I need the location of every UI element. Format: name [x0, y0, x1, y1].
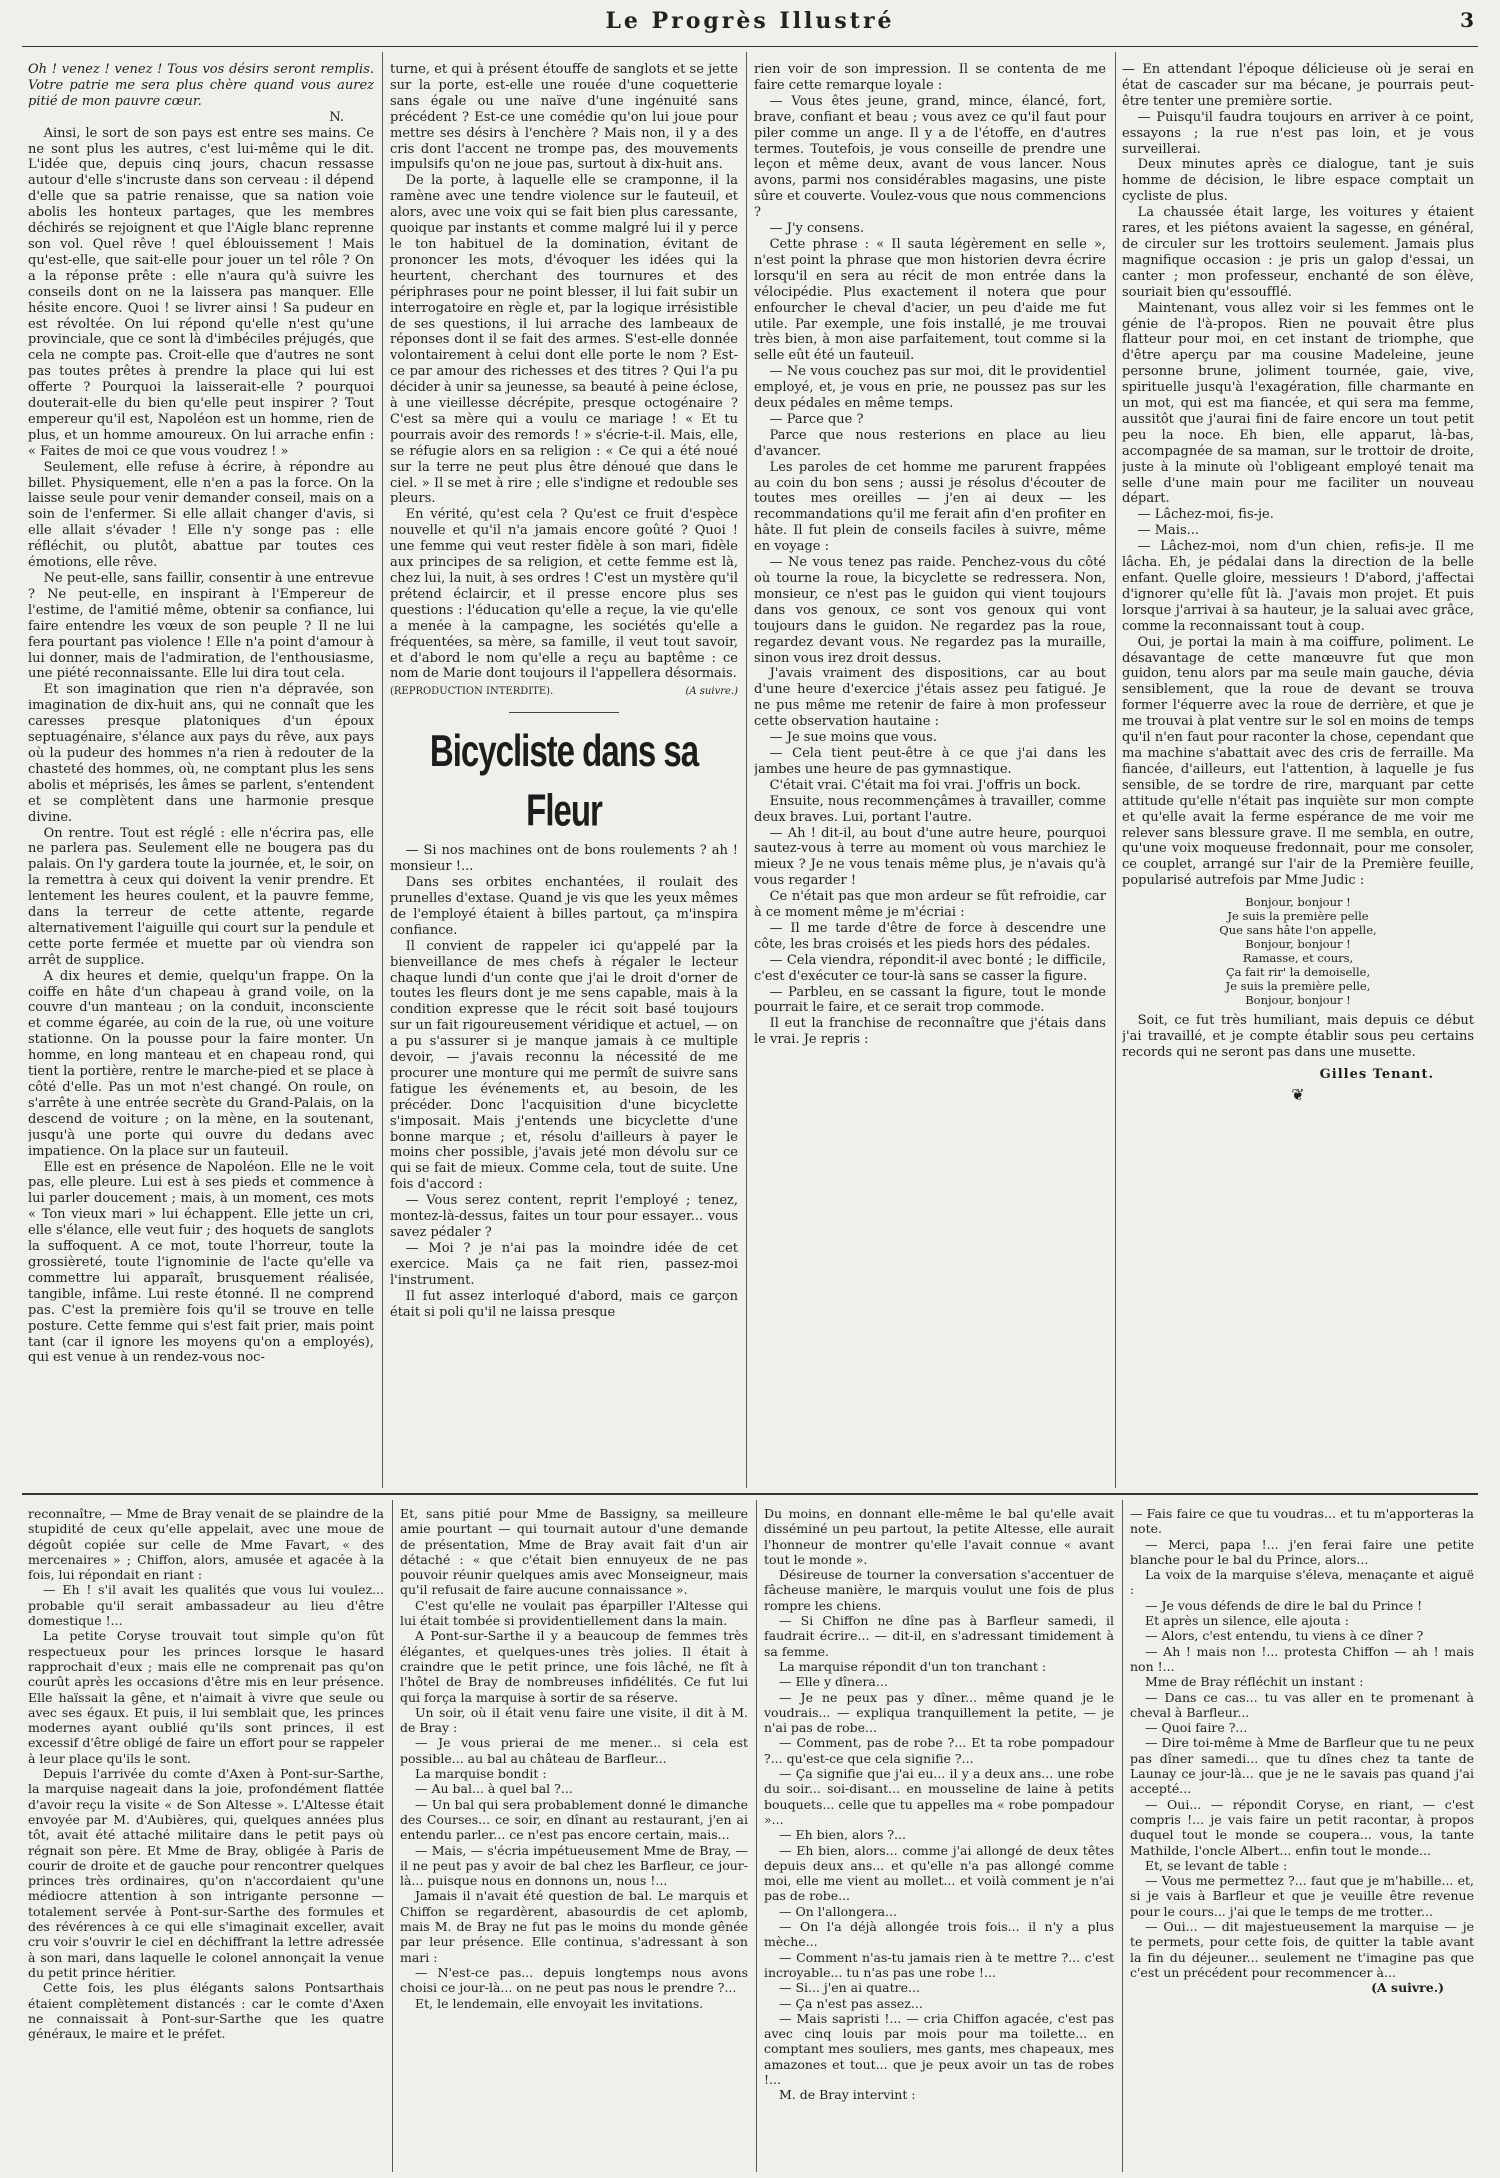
column-divider	[392, 1500, 393, 2172]
song-verse	[1122, 895, 1474, 1007]
verse-line: Que sans hâte l'on appelle,	[1219, 923, 1377, 938]
paragraph: Parce que nous resterions en place au lieu d'avancer.	[754, 427, 1106, 459]
verse-line: Ça fait rir' la demoiselle,	[1225, 965, 1371, 980]
paragraph: — Elle y dînera...	[779, 1674, 888, 1690]
paragraph: A Pont-sur-Sarthe il y a beaucoup de femmes très élégantes, et quelques-unes très jolies. Il était à craindre que le petit prince, une fois lâché, ne fît à l'hôtel de Bray de nombreuses infidélités. Ce fut lui qui força la marquise à sortir de sa réserve.	[400, 1628, 748, 1705]
letter-quote: Oh ! venez ! venez ! Tous vos désirs seront remplis. Votre patrie me sera plus chère quand vous aurez pitié de mon pauvre cœur.	[28, 62, 374, 109]
paragraph: — Ah ! mais non !... protesta Chiffon — ah ! mais non !...	[1130, 1643, 1474, 1674]
paragraph: Dans ses orbites enchantées, il roulait des prunelles d'extase. Quand je vis que les yeux mêmes de l'employé étaient à billes partout, ça m'inspira confiance.	[390, 875, 738, 938]
paragraph: turne, et qui à présent étouffe de sanglots et se jette sur la porte, est-elle une rouée d'une coquetterie sans égale ou une naïve d'une ingénuité sans précédent ? Est-ce une comédie qu'on lui joue pour mettre ses désirs à l'enchère ? Mais non, il y a des cris dont l'accent ne trompe pas, des mouvements impulsifs qu'on ne joue pas, surtout à dix-huit ans.	[390, 62, 738, 173]
paragraph: Depuis l'arrivée du comte d'Axen à Pont-sur-Sarthe, la marquise nageait dans la joie, profondément flattée d'avoir reçu la visite « de Son Altesse ». L'Altesse était envoyée par M. d'Aubières, qui, quelques années plus tôt, avait été attaché militaire dans le petit pays où régnait son père. Et Mme de Bray, obligée à Paris de courir de droite et de gauche pour rencontrer quelques princes très ordinaires, qu'on n'accordaient qu'une médiocre attention à son intrigante personne — totalement servée à Pont-sur-Sarthe des formules et des révérences à ce qui elle s'imaginait exceller, avait cru voir s'ouvrir le ciel en déchiffrant la lettre adressée à son mari, dans laquelle le colonel annonçait la venue du petit prince héritier.	[28, 1766, 384, 1980]
paragraph: De la porte, à laquelle elle se cramponne, il la ramène avec une tendre violence sur le fauteuil, et alors, avec une voix qui se fait bien plus caressante, quoique par instants et comme malgré lui il y perce le ton habituel de la domination, évitant de prononcer les mots, d'évoquer les idées qui la heurtent, cherchant des tournures et des périphrases pour ne point blesser, il lui fait subir un interrogatoire en règle et, par la logique irrésistible de ses questions, il lui arrache des lambeaux de réponses dont il se fait des armes. S'est-elle donnée volontairement à celui dont elle porte le nom ? Est-ce par amour des richesses et des titres ? Qui l'a pu décider à unir sa jeunesse, sa beauté à peine éclose, à une vieillesse décrépite, presque octogénaire ? C'est sa mère qui a voulu ce mariage ! « Et tu pourrais avoir des remords ! » s'écrie-t-il. Mais, elle, se réfugie alors en sa religion : « Ce qui a été noué sur la terre ne peut plus être dénoué que dans le ciel. » Il se met à rire ; elle s'indigne et redouble ses pleurs.	[390, 173, 738, 507]
paragraph: Ne peut-elle, sans faillir, consentir à une entrevue ? Ne peut-elle, en inspirant à l'Empereur de l'estime, de l'amitié même, obtenir sa confiance, lui faire entendre les vœux de son peuple ? Il ne lui fera pourtant pas violence ! Elle n'a point d'amour à lui donner, mais de l'admiration, de l'enthousiasme, une piété reconnaissante. Elle lui dira tout cela.	[28, 571, 374, 682]
paragraph: Un soir, où il était venu faire une visite, il dit à M. de Bray :	[400, 1704, 748, 1736]
paragraph: — Vous me permettez ?... faut que je m'habille... et, si je vais à Barfleur et que je veuille être revenue pour le cours... j'ai que le temps de me trotter...	[1130, 1873, 1474, 1919]
paragraph: Maintenant, vous allez voir si les femmes ont le génie de l'à-propos. Rien ne pouvait être plus flatteur pour moi, en cet instant de triomphe, que d'être aperçu par ma cousine Madeleine, jeune personne brune, joliment tournée, gaie, vive, spirituelle jusqu'à l'exagération, fille charmante en un mot, qui est ma fiancée, et qui sera ma femme, aussitôt que j'aurai fini de faire encore un tout petit peu la noce. Eh bien, elle apparut, là-bas, accompagnée de sa maman, sur le trottoir de droite, juste à la minute où l'obligeant employé tenait ma selle d'une main pour me faciliter un nouveau départ.	[1122, 300, 1474, 507]
paragraph: — Moi ? je n'ai pas la moindre idée de cet exercice. Mais ça ne fait rien, passez-moi l'instrument.	[390, 1240, 738, 1288]
header-rule	[22, 46, 1478, 47]
paragraph: Il convient de rappeler ici qu'appelé par la bienveillance de mes chefs à régaler le lecteur chaque lundi d'un conte que j'ai le droit d'orner de toutes les fleurs dont je me sens capable, mais à la condition expresse que le récit soit basé toujours sur un fait rigoureusement véridique et actuel, — on a pu s'assurer si je manque jamais à ce multiple devoir, — j'avais reconnu la nécessité de me procurer une monture qui me permît de suivre sans fatigue les événements et, au besoin, de les précéder. Donc l'acquisition d'une bicyclette s'imposait. Mais j'entends une bicyclette d'une bonne marque ; et, résolu d'ailleurs à payer le moins cher possible, j'avais jeté mon dévolu sur ce qui se fait de mieux. Comme cela, tout de suite. Une fois d'accord :	[390, 938, 738, 1193]
paragraph: — Dire toi-même à Mme de Barfleur que tu ne peux pas dîner samedi... que tu dînes chez ta tante de Launay ce jour-là... que je ne le savais pas quand j'ai accepté...	[1130, 1735, 1474, 1797]
column-divider	[382, 52, 383, 1488]
paragraph: — Ah ! dit-il, au bout d'une autre heure, pourquoi sautez-vous à terre au moment où vous marchiez le mieux ? Je ne vous tenais même plus, je n'avais qu'à vous regarder !	[754, 825, 1106, 889]
paragraph: Ensuite, nous recommençâmes à travailler, comme deux braves. Lui, portant l'autre.	[754, 793, 1106, 825]
column-divider	[1122, 1500, 1123, 2172]
column-divider	[746, 52, 747, 1488]
paragraph: — Dans ce cas... tu vas aller en te promenant à cheval à Barfleur...	[1130, 1689, 1474, 1720]
paragraph: — Parce que ?	[769, 411, 864, 427]
paragraph: Ce n'était pas que mon ardeur se fût refroidie, car à ce moment même je m'écriai :	[754, 889, 1106, 921]
paragraph: — J'y consens.	[769, 221, 865, 237]
serial-footer	[390, 684, 738, 700]
paragraph: reconnaître, — Mme de Bray venait de se plaindre de la stupidité de ceux qu'elle appelait, avec une moue de dégoût copiée sur celle de Mme Favart, « des mercenaires » ; Chiffon, alors, amusée et agacée à la fois, lui répondait en riant :	[28, 1506, 384, 1583]
paragraph: Elle est en présence de Napoléon. Elle ne le voit pas, elle pleure. Lui est à ses pieds et commence à lui parler doucement ; mais, à un moment, ces mots « Ton vieux mari » lui échappent. Elle jette un cri, elle s'élance, elle veut fuir ; des hoquets de sanglots la suffoquent. A ce mot, toute l'horreur, toute la grossièreté, toute l'ignominie de l'acte qu'elle va commettre lui apparaît, brusquement réalisée, tangible, infâme. Lui reste étonné. Il ne comprend pas. C'est la première fois qu'il se trouve en telle posture. Cette femme qui s'est fait prier, mais point tant (car il ignore les moyens qu'on a employés), qui est venue à un rendez-vous noc-	[28, 1159, 374, 1366]
paragraph: — En attendant l'époque délicieuse où je serai en état de cascader sur ma bécane, je pourrais peut-être tenter une première sortie.	[1122, 62, 1474, 109]
paragraph: — Je ne peux pas y dîner... même quand je le voudrais... — expliqua tranquillement la petite, — je n'ai pas de robe...	[764, 1689, 1114, 1736]
section-rule	[22, 1493, 1478, 1495]
paragraph: Et, sans pitié pour Mme de Bassigny, sa meilleure amie pourtant — qui tournait autour d'une demande de présentation, Mme de Bray avait fait d'un air détaché : « que c'était bien ennuyeux de ne pas pouvoir réunir quelques amis avec Monseigneur, mais qu'il refusait de faire aucune connaissance ».	[400, 1506, 748, 1598]
paragraph: Cette fois, les plus élégants salons Pontsarthais étaient complètement distancés : car le comte d'Axen ne connaissait à Pont-sur-Sarthe que les quatre généraux, le maire et le préfet.	[28, 1980, 384, 2042]
paragraph: Ainsi, le sort de son pays est entre ses mains. Ce ne sont plus les autres, c'est lui-même qui le dit. L'idée que, depuis cinq jours, chacun ressasse autour d'elle s'incruste dans son cerveau : il dépend d'elle que sa patrie renaisse, que sa nation voie abolis les honteux partages, que les membres déchirés se rejoignent et que l'Aigle blanc reprenne son vol. Quel rêve ! quel éblouissement ! Mais qu'est-elle, que sait-elle pour jouer un tel rôle ? On a la réponse prête : elle n'aura qu'à suivre les conseils dont on ne la laissera pas manquer. Elle hésite encore. Quoi ! se livrer ainsi ! Sa pudeur en est révoltée. On lui répond qu'elle n'est qu'une provinciale, que ce sont là d'imbéciles préjugés, que cela ne compte pas. Croit-elle que d'autres ne sont pas toutes prêtes à prendre la place qui lui est offerte ? Pourquoi la laisserait-elle ? pourquoi douterait-elle du bien qu'elle peut inspirer ? Tout empereur qu'il est, Napoléon est un homme, rien de plus, et un homme amoureux. On lui arrache enfin : « Faites de moi ce que vous voudrez ! »	[28, 125, 374, 459]
paragraph: — Oui... — répondit Coryse, en riant, — c'est compris !... je vais faire un petit racontar, à propos duquel tout le monde se coupera... vous, la tante Mathilde, l'oncle Albert... enfin tout le monde...	[1130, 1796, 1474, 1858]
verse-line: Bonjour, bonjour !	[1245, 937, 1351, 952]
letter-signature: N.	[329, 109, 344, 125]
verse-line: Bonjour, bonjour !	[1245, 895, 1351, 910]
paragraph: Et après un silence, elle ajouta :	[1145, 1613, 1349, 1629]
paragraph: Les paroles de cet homme me parurent frappées au coin du bon sens ; aussi je résolus d'écouter de toutes mes oreilles — j'en ai deux — les recommandations qu'il me ferait afin d'en profiter en hâte. Il fut plein de conseils faciles à suivre, même en voyage :	[754, 459, 1106, 555]
paragraph: Et, se levant de table :	[1145, 1857, 1288, 1873]
paragraph: — Eh ! s'il avait les qualités que vous lui voulez... probable qu'il serait ambassadeur au lieu d'être domestique !...	[28, 1582, 384, 1629]
verse-line: Ramasse, et cours,	[1242, 951, 1354, 966]
paragraph: C'est qu'elle ne voulait pas éparpiller l'Altesse qui lui était tombée si providentiellement dans la main.	[400, 1597, 748, 1629]
paragraph: — Lâchez-moi, nom d'un chien, refis-je. Il me lâcha. Eh, je pédalai dans la direction de la belle enfant. Quelle gloire, messieurs ! D'abord, j'affectai d'ignorer qu'elle fût là. J'avais mon projet. Et puis lorsque j'arrivai à sa hauteur, je la saluai avec grâce, comme la reconnaissant tout à coup.	[1122, 539, 1474, 634]
paragraph: La chaussée était large, les voitures y étaient rares, et les piétons avaient la sagesse, en général, de circuler sur les trottoirs seulement. Jamais plus magnifique occasion : je pris un galop d'essai, un canter ; mon professeur, enchanté de son élève, souriait bien qu'essoufflé.	[1122, 205, 1474, 300]
feuilleton-column-2	[400, 1506, 748, 2174]
paragraph: — Il me tarde d'être de force à descendre une côte, les bras croisés et les pieds hors des pédales.	[754, 920, 1106, 952]
page-number: 3	[1460, 8, 1474, 32]
paragraph: J'avais vraiment des dispositions, car au bout d'une heure d'exercice j'étais assez peu fatigué. Je ne pus même me retenir de faire à mon professeur cette observation hautaine :	[754, 666, 1106, 730]
paragraph: — Ne vous tenez pas raide. Penchez-vous du côté où tourne la roue, la bicyclette se redressera. Non, monsieur, ce n'est pas le guidon qui vient toujours dans vos genoux, ce sont vos genoux qui vont toujours dans le guidon. Ne regardez pas la roue, regardez devant vous. Ne regardez pas la muraille, sinon vous irez droit dessus.	[754, 555, 1106, 666]
story-title: Bicycliste dans sa Fleur	[429, 725, 699, 836]
author-signature: Gilles Tenant.	[1319, 1066, 1434, 1082]
paragraph: — Cela tient peut-être à ce que j'ai dans les jambes une heure de pas gymnastique.	[754, 745, 1106, 777]
paragraph: — Si Chiffon ne dîne pas à Barfleur samedi, il faudrait écrire... — dit-il, en s'adressant timidement à sa femme.	[764, 1613, 1114, 1659]
verse-line: Je suis la première pelle,	[1225, 979, 1371, 994]
ornament-icon: ❦	[1291, 1084, 1305, 1104]
paragraph: — Quoi faire ?...	[1145, 1720, 1248, 1736]
paragraph: — Au bal... à quel bal ?...	[415, 1781, 573, 1797]
paragraph: C'était vrai. C'était ma foi vrai. J'offris un bock.	[769, 777, 1081, 793]
paragraph: Oui, je portai la main à ma coiffure, poliment. Le désavantage de cette manœuvre fut que mon guidon, tenu alors par ma seule main gauche, dévia sensiblement, que la roue de devant se trouva former l'équerre avec la roue de derrière, et que je me trouvai à plat ventre sur le sol en moins de temps qu'il n'en faut pour raconter la chose, cependant que ma machine s'abattait avec des cris de ferraille. Ma fiancée, d'ailleurs, eut l'attention, à laquelle je fus sensible, de se tordre de rire, marquant par cette attitude qu'elle n'était pas inquiète sur mon compte et qu'elle avait la ferme espérance de me voir me relever sans blessure grave. Il me sembla, en outre, qu'une voix moqueuse fredonnait, pour me consoler, ce couplet, arrangé sur l'air de la Première feuille, popularisé autrefois par Mme Judic :	[1122, 634, 1474, 889]
paragraph: — Je sue moins que vous.	[769, 730, 937, 746]
newspaper-title: Le Progrès Illustré	[605, 8, 895, 34]
paragraph: — On l'allongera...	[779, 1903, 897, 1919]
paragraph: — Vous êtes jeune, grand, mince, élancé, fort, brave, confiant et beau ; vous avez ce qu'il faut pour piler comme un ange. Il y a de l'étoffe, en d'autres termes. Toutefois, je vous conseille de prendre une leçon et même deux, avant de vous lancer. Nous avons, parmi nos considérables magasins, une piste sûre et couverte. Voulez-vous que nous commencions ?	[754, 93, 1106, 221]
paragraph: — Mais sapristi !... — cria Chiffon agacée, c'est pas avec cinq louis par mois pour ma toilette... en comptant mes souliers, mes gants, mes chapeaux, mes amazones et tout... que je peux avoir un tas de robes !...	[764, 2010, 1114, 2087]
verse-line: Bonjour, bonjour !	[1245, 993, 1351, 1008]
to-be-continued: (A suivre.)	[1371, 1980, 1444, 1996]
paragraph: La voix de la marquise s'éleva, menaçante et aiguë :	[1130, 1567, 1474, 1598]
paragraph: Jamais il n'avait été question de bal. Le marquis et Chiffon se regardèrent, abasourdis de cet aplomb, mais M. de Bray ne fut pas le moins du monde gênée par leur présence. Elle continua, s'adressant à son mari :	[400, 1888, 748, 1965]
paragraph: — N'est-ce pas... depuis longtemps nous avons choisi ce jour-là... on ne peut pas nous le prendre ?...	[400, 1964, 748, 1996]
paragraph: M. de Bray intervint :	[779, 2087, 916, 2103]
column-2	[390, 62, 738, 1488]
paragraph: Mme de Bray réfléchit un instant :	[1145, 1674, 1364, 1690]
paragraph: — Ça n'est pas assez...	[779, 1995, 923, 2011]
paragraph: Désireuse de tourner la conversation s'accentuer de fâcheuse manière, le marquis voulut une fois de plus rompre les chiens.	[764, 1567, 1114, 1613]
paragraph: — Fais faire ce que tu voudras... et tu m'apporteras la note.	[1130, 1506, 1474, 1537]
paragraph: — Merci, papa !... j'en ferai faire une petite blanche pour le bal du Prince, alors...	[1130, 1536, 1474, 1567]
paragraph: — Parbleu, en se cassant la figure, tout le monde pourrait le faire, et ce serait trop commode.	[754, 984, 1106, 1016]
paragraph: — Cela viendra, répondit-il avec bonté ; le difficile, c'est d'exécuter ce tour-là sans se casser la figure.	[754, 952, 1106, 984]
paragraph: Seulement, elle refuse à écrire, à répondre au billet. Physiquement, elle n'en a pas la force. On la laisse seule pour venir demander conseil, mais on a soin de l'enfermer. Si elle allait changer d'avis, si elle allait s'évader ! Elle n'y songe pas : elle réfléchit, ou plutôt, abattue par toutes ces émotions, elle rêve.	[28, 459, 374, 571]
separator	[509, 712, 619, 713]
paragraph: — Oui... — dit majestueusement la marquise — je te permets, pour cette fois, de quitter la table avant la fin du déjeuner... seulement ne t'imagine pas que c'est un précédent pour recommencer à...	[1130, 1919, 1474, 1980]
paragraph: — Vous serez content, reprit l'employé ; tenez, montez-là-dessus, faites un tour pour essayer... vous savez pédaler ?	[390, 1193, 738, 1240]
paragraph: — Ça signifie que j'ai eu... il y a deux ans... une robe du soir... soi-disant... en mousseline de laine à petits bouquets... celle que tu appelles ma « robe pompadour »...	[764, 1766, 1114, 1827]
paragraph: — Lâchez-moi, fis-je.	[1137, 507, 1274, 523]
paragraph: — Si nos machines ont de bons roulements ? ah ! monsieur !...	[390, 843, 738, 875]
paragraph: En vérité, qu'est cela ? Qu'est ce fruit d'espèce nouvelle et qu'il n'a jamais encore goûté ? Quoi ! une femme qui veut rester fidèle à son mari, fidèle aux principes de sa religion, et cette femme est là, chez lui, la nuit, à ses ordres ! C'est un mystère qu'il prétend éclaircir, et il presse encore plus ses questions : l'éducation qu'elle a reçue, la vie qu'elle a menée à la campagne, les sociétés qu'elle a fréquentées, sa mère, sa famille, il veut tout savoir, et d'abord le nom qu'elle a reçu au baptême : ce nom de Marie dont toujours il l'appellera désormais.	[390, 507, 738, 682]
paragraph: — Mais...	[1137, 523, 1200, 539]
column-4	[1122, 62, 1474, 1488]
column-1	[28, 62, 374, 1488]
paragraph: — Mais, — s'écria impétueusement Mme de Bray, — il ne peut pas y avoir de bal chez les Barfleur, ce jour-là... puisque nous en donnons un, nous !...	[400, 1842, 748, 1889]
paragraph: Cette phrase : « Il sauta légèrement en selle », n'est point la phrase que mon historien devra écrire lorsqu'il en sera au récit de mon entrée dans la vélocipédie. Plus exactement il notera que pour enfourcher le cheval d'acier, un peu d'aide me fut utile. Par exemple, une fois installé, je me trouvai très bien, à mon aise parfaitement, tout comme si la selle eût été un fauteuil.	[754, 236, 1106, 364]
to-be-continued: (A suivre.)	[685, 686, 738, 698]
paragraph: Il eut la franchise de reconnaître que j'étais dans le vrai. Je repris :	[754, 1016, 1106, 1048]
paragraph: La petite Coryse trouvait tout simple qu'on fût respectueux pour les princes lorsque le hasard rapprochait d'eux ; mais elle ne comprenait pas qu'on courût après les occasions d'être mis en leur présence. Elle haïssait la gêne, et n'aimait à vivre que seule ou avec ses égaux. Et puis, il lui semblait que, les princes modernes ayant oublié qu'ils sont princes, il est excessif d'être obligé de faire un effort pour se rappeler à leur place qu'ils le sont.	[28, 1628, 384, 1766]
column-3	[754, 62, 1106, 1488]
paragraph: — Ne vous couchez pas sur moi, dit le providentiel employé, et, je vous en prie, ne poussez pas sur les deux pédales en même temps.	[754, 364, 1106, 412]
paragraph: La marquise répondit d'un ton tranchant :	[779, 1658, 1047, 1674]
masthead	[0, 8, 1500, 44]
paragraph: On rentre. Tout est réglé : elle n'écrira pas, elle ne parlera pas. Seulement elle ne bougera pas du palais. On l'y gardera toute la journée, et, le soir, on la remettra à ceux qui doivent la venir prendre. Et lentement les heures coulent, et la pauvre femme, dans la terreur de cette attente, regarde alternativement l'aiguille qui court sur la pendule et cette porte fermée et muette par où viendra son arrêt de supplice.	[28, 825, 374, 968]
paragraph: Et, le lendemain, elle envoyait les invitations.	[415, 1995, 704, 2011]
reproduction-notice: (REPRODUCTION INTERDITE).	[390, 686, 554, 698]
feuilleton-column-3	[764, 1506, 1114, 2174]
paragraph: La marquise bondit :	[415, 1766, 547, 1782]
verse-line: Je suis la première pelle	[1227, 909, 1369, 924]
paragraph: — Un bal qui sera probablement donné le dimanche des Courses... ce soir, en dînant au restaurant, j'en ai entendu parler... ce n'est pas encore certain, mais...	[400, 1796, 748, 1843]
paragraph: — Eh bien, alors... comme j'ai allongé de deux têtes depuis deux ans... et qu'elle n'a pas allongé comme moi, elle me vient au mollet... et voilà comment je n'ai pas de robe...	[764, 1842, 1114, 1904]
paragraph: — Eh bien, alors ?...	[779, 1827, 906, 1843]
paragraph: — On l'a déjà allongée trois fois... il n'y a plus mèche...	[764, 1919, 1114, 1950]
paragraph: Soit, ce fut très humiliant, mais depuis ce début j'ai travaillé, et je compte établir sous peu certains records qui ne seront pas dans une musette.	[1122, 1013, 1474, 1060]
paragraph: A dix heures et demie, quelqu'un frappe. On la coiffe en hâte d'un chapeau à grand voile, on la couvre d'un manteau ; on la conduit, inconsciente et comme égarée, au coin de la rue, où une voiture stationne. On la pousse pour la faire monter. Un homme, en long manteau et en chapeau rond, qui tient la portière, rentre le marche-pied et se place à côté d'elle. Pas un mot n'est changé. On roule, on s'arrête à une entrée secrète du Grand-Palais, on la descend de voiture ; on la mène, en la soutenant, jusqu'à une porte qui ouvre du dedans avec impatience. On la place sur un fauteuil.	[28, 968, 374, 1159]
paragraph: — Puisqu'il faudra toujours en arriver à ce point, essayons ; la rue n'est pas loin, et je vous surveillerai.	[1122, 109, 1474, 157]
paragraph: — Si... j'en ai quatre...	[779, 1980, 920, 1996]
column-divider	[756, 1500, 757, 2172]
paragraph: — Comment n'as-tu jamais rien à te mettre ?... c'est incroyable... tu n'as pas une robe !...	[764, 1949, 1114, 1980]
paragraph: Il fut assez interloqué d'abord, mais ce garçon était si poli qu'il ne laissa presque	[390, 1288, 738, 1320]
feuilleton-column-4	[1130, 1506, 1474, 2174]
paragraph: — Je vous prierai de me mener... si cela est possible... au bal au château de Barfleur...	[400, 1735, 748, 1766]
column-divider	[1115, 52, 1116, 1488]
paragraph: Et son imagination que rien n'a dépravée, son imagination de dix-huit ans, qui ne connaît que les caresses presque platoniques d'un époux septuagénaire, s'élance aux pays du rêve, aux pays où la pudeur des hommes n'a rien à redouter de la chasteté des hommes, où, ne comptant plus les sens abolis et méprisés, les âmes se parlent, s'entendent et se complètent dans une harmonie presque divine.	[28, 682, 374, 825]
paragraph: Du moins, en donnant elle-même le bal qu'elle avait disséminé un peu partout, la petite Altesse, elle aurait l'honneur de montrer qu'elle l'avait connue « avant tout le monde ».	[764, 1506, 1114, 1567]
paragraph: Deux minutes après ce dialogue, tant je suis homme de décision, le libre espace comptait un cycliste de plus.	[1122, 157, 1474, 205]
feuilleton-column-1	[28, 1506, 384, 2174]
paragraph: — Je vous défends de dire le bal du Prince !	[1145, 1597, 1423, 1613]
paragraph: — Alors, c'est entendu, tu viens à ce dîner ?	[1145, 1628, 1424, 1644]
paragraph: — Comment, pas de robe ?... Et ta robe pompadour ?... qu'est-ce que cela signifie ?...	[764, 1735, 1114, 1766]
paragraph: rien voir de son impression. Il se contenta de me faire cette remarque loyale :	[754, 62, 1106, 93]
